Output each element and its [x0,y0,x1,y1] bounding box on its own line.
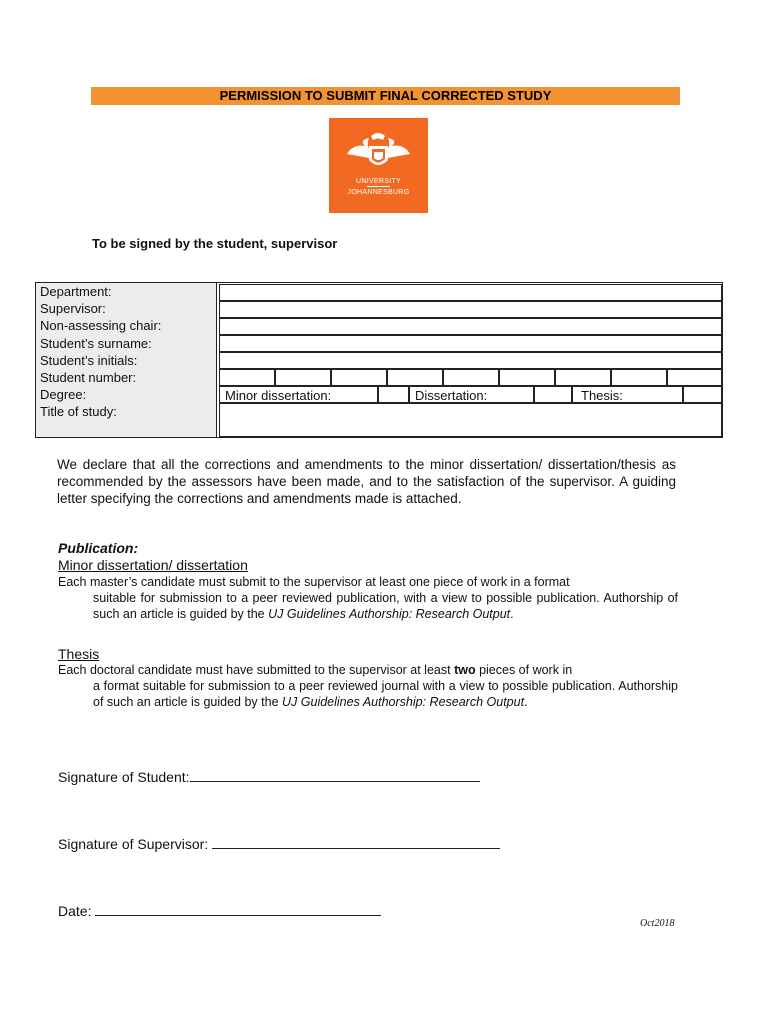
label-non-assessing-chair: Non-assessing chair: [40,318,162,334]
publication-heading: Publication: [58,540,139,556]
thesis-line-1a: Each doctoral candidate must have submitted to the supervisor at least [58,663,451,677]
student-details-table [35,282,723,438]
minor-dissertation-paragraph [58,574,678,622]
thesis-end: . [524,695,528,709]
version-label: Oct2018 [640,918,675,929]
title-of-study-field[interactable] [219,403,722,437]
degree-thesis-label [572,386,683,403]
student-signature-line[interactable] [190,767,480,782]
degree-dissertation-label [409,386,534,403]
crest-icon [329,118,428,178]
minor-guideline: UJ Guidelines Authorship: Research Output [268,607,511,621]
student-number-digit-1[interactable] [219,369,275,386]
supervisor-signature-line[interactable] [212,834,500,849]
form-title: PERMISSION TO SUBMIT FINAL CORRECTED STUDY [91,87,680,105]
logo-rule [367,186,390,187]
student-number-digit-6[interactable] [499,369,555,386]
thesis-guideline: UJ Guidelines Authorship: Research Output [282,695,525,709]
student-number-digit-5[interactable] [443,369,499,386]
minor-dissertation-checkbox[interactable] [378,386,409,403]
thesis-text: Thesis: [581,388,623,403]
date-label: Date: [58,903,92,919]
date-line[interactable] [95,901,381,916]
label-degree: Degree: [40,387,87,403]
student-number-digit-9[interactable] [667,369,722,386]
university-logo [329,118,428,213]
student-signature-label: Signature of Student: [58,769,190,785]
department-field[interactable] [219,284,722,301]
dissertation-checkbox[interactable] [534,386,572,403]
dissertation-text: Dissertation: [415,388,488,403]
minor-rest: suitable for submission to a peer reviewed publication, with a view to possible publication. Authorship of such an article is guided by the [93,591,678,621]
label-supervisor: Supervisor: [40,301,106,317]
thesis-paragraph [58,662,678,710]
degree-minor-dissertation-label [219,386,378,403]
minor-dissertation-heading: Minor dissertation/ dissertation [58,557,248,573]
student-number-digit-7[interactable] [555,369,611,386]
student-signature-row [58,767,480,785]
minor-end: . [510,607,514,621]
supervisor-field[interactable] [219,301,722,318]
label-student-number: Student number: [40,369,137,385]
intro-text: To be signed by the student, supervisor [92,236,338,251]
logo-line-2: JOHANNESBURG [347,189,410,196]
thesis-checkbox[interactable] [683,386,722,403]
supervisor-signature-row [58,834,500,852]
field-labels [36,283,217,437]
declaration-text: We declare that all the corrections and amendments to the minor dissertation/ dissertation/thesis as recommended by the assessors have been made, and to the satisfaction of the supervisor. A guiding letter specifying the corrections and amendments made is attached. [57,457,676,506]
logo-line-1: UNIVERSITY [355,178,401,185]
thesis-line-1-bold: two [454,663,476,677]
student-surname-field[interactable] [219,335,722,352]
student-initials-field[interactable] [219,352,722,369]
label-student-initials: Student’s initials: [40,352,138,368]
date-row [58,901,381,919]
non-assessing-chair-field[interactable] [219,318,722,335]
minor-line-1: Each master’s candidate must submit to the supervisor at least one piece of work in a format [58,575,570,589]
student-number-digit-8[interactable] [611,369,667,386]
student-number-digit-4[interactable] [387,369,443,386]
label-student-surname: Student’s surname: [40,335,152,351]
label-department: Department: [40,284,112,299]
thesis-heading: Thesis [58,646,100,662]
minor-dissertation-text: Minor dissertation: [225,388,332,403]
thesis-rest: a format suitable for submission to a peer reviewed journal with a view to possible publication. Authorship of such an article is guided by the [93,679,678,709]
student-number-digit-3[interactable] [331,369,387,386]
supervisor-signature-label: Signature of Supervisor: [58,836,209,852]
thesis-line-1b: pieces of work in [479,663,573,677]
label-title-of-study: Title of study: [40,404,117,420]
student-number-digit-2[interactable] [275,369,331,386]
